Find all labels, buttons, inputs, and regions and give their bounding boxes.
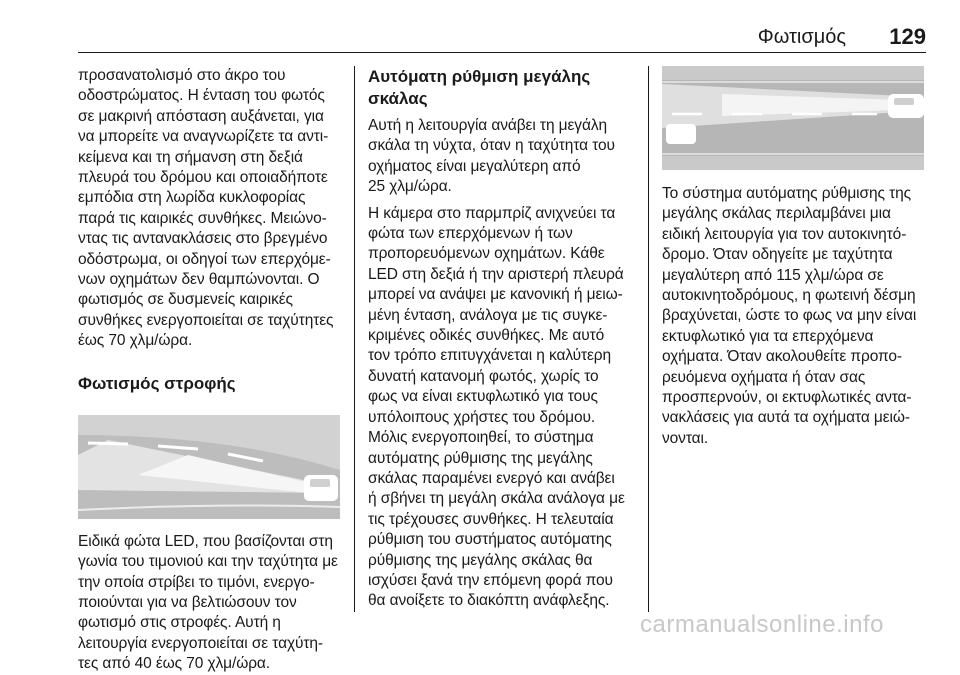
column-1 xyxy=(78,66,342,675)
paragraph-high-beam-function: Αυτή η λειτουργία ανάβει τη μεγάλη σκάλα τη νύχτα, όταν η ταχύτητα του οχήματος είναι μεγαλύτερη από 25 χλμ/ώρα. xyxy=(368,117,615,196)
paragraph-adverse-weather: προσανατολισμό στο άκρο του οδοστρώματος. Η ένταση του φωτός σε μακρινή απόσταση αυξάνεται, για να μπορείτε να αναγνωρίζετε τα αντι- κείμενα και τη σήμανση στη δεξιά πλευρά του δρόμου και οποιαδήποτε εμπόδια στη λωρίδα κυκλοφορίας παρά τις καιρικές συνθήκες. Μειώνο- ντας τις αντανακλάσεις στο βρεγμένο οδόστρωμα, οι οδηγοί των επερχόμε- νων οχημάτων δεν θαμπώνονται. Ο φωτισμός σε δυσμενείς καιρικές συνθήκες ενεργοποιείται σε ταχύτητες έως 70 χλμ/ώρα. xyxy=(78,67,334,350)
watermark: carmanualsonline.info xyxy=(640,611,884,638)
column-3 xyxy=(662,66,927,449)
column-2 xyxy=(368,66,634,612)
paragraph-highway-function: Το σύστημα αυτόματης ρύθμισης της μεγάλης σκάλας περιλαμβάνει μια ειδική λειτουργία για τον αυτοκινητό- δρομο. Όταν οδηγείτε με ταχύτητα μεγαλύτερη από 115 χλμ/ώρα σε αυτοκινητοδρόμους, η φωτεινή δέσμη βραχύνεται, ώστε το φως να μην είναι εκτυφλωτικό για τα επερχόμενα οχήματα. Όταν ακολουθείτε προπο- ρευόμενα οχήματα ή όταν σας προσπερνούν, οι εκτυφλωτικές αντα- νακλάσεις για αυτά τα οχήματα μειώ- νονται. xyxy=(662,185,917,447)
heading-cornering-light: Φωτισμός στροφής xyxy=(78,373,236,393)
column-divider-1 xyxy=(354,66,355,612)
header-rule xyxy=(78,52,926,53)
heading-auto-high-beam: Αυτόματη ρύθμιση μεγάλης σκάλας xyxy=(368,67,591,108)
paragraph-cornering-light: Ειδικά φώτα LED, που βασίζονται στη γωνία του τιμονιού και την ταχύτητα με την οποία στρίβει το τιμόνι, ενεργο- ποιούνται για να βελτιώσουν τον φωτισμό στις στροφές. Αυτή η λειτουργία ενεργοποιείται σε ταχύτη- τες από 40 έως 70 χλμ/ώρα. xyxy=(78,532,338,673)
page-number: 129 xyxy=(889,24,926,49)
cornering-light-illustration xyxy=(78,415,340,519)
paragraph-camera-detection: Η κάμερα στο παρμπρίζ ανιχνεύει τα φώτα των επερχόμενων ή των προπορευόμενων οχημάτων. Κάθε LED στη δεξιά ή την αριστερή πλευρά μπορεί να ανάψει με κανονική ή μειω- μένη ένταση, ανάλογα με τις συγκε- κριμένες οδικές συνθήκες. Με αυτό τον τρόπο επιτυγχάνεται η καλύτερη δυνατή κατανομή φωτός, χωρίς το φως να είναι εκτυφλωτικό για τους υπόλοιπους χρήστες του δρόμου. Μόλις ενεργοποιηθεί, το σύστημα αυτόματης ρύθμισης της μεγάλης σκάλας παραμένει ενεργό και ανάβει ή σβήνει τη μεγάλη σκάλα ανάλογα με τις τρέχουσες συνθήκες. Η τελευταία ρύθμιση του συστήματος αυτόματης ρύθμισης της μεγάλης σκάλας θα ισχύσει ξανά την επόμενη φορά που θα ανοίξετε το διακόπτη ανάφλεξης. xyxy=(368,204,625,610)
highway-high-beam-illustration xyxy=(662,66,924,170)
running-header-title: Φωτισμός xyxy=(757,26,846,48)
column-divider-2 xyxy=(648,66,649,612)
